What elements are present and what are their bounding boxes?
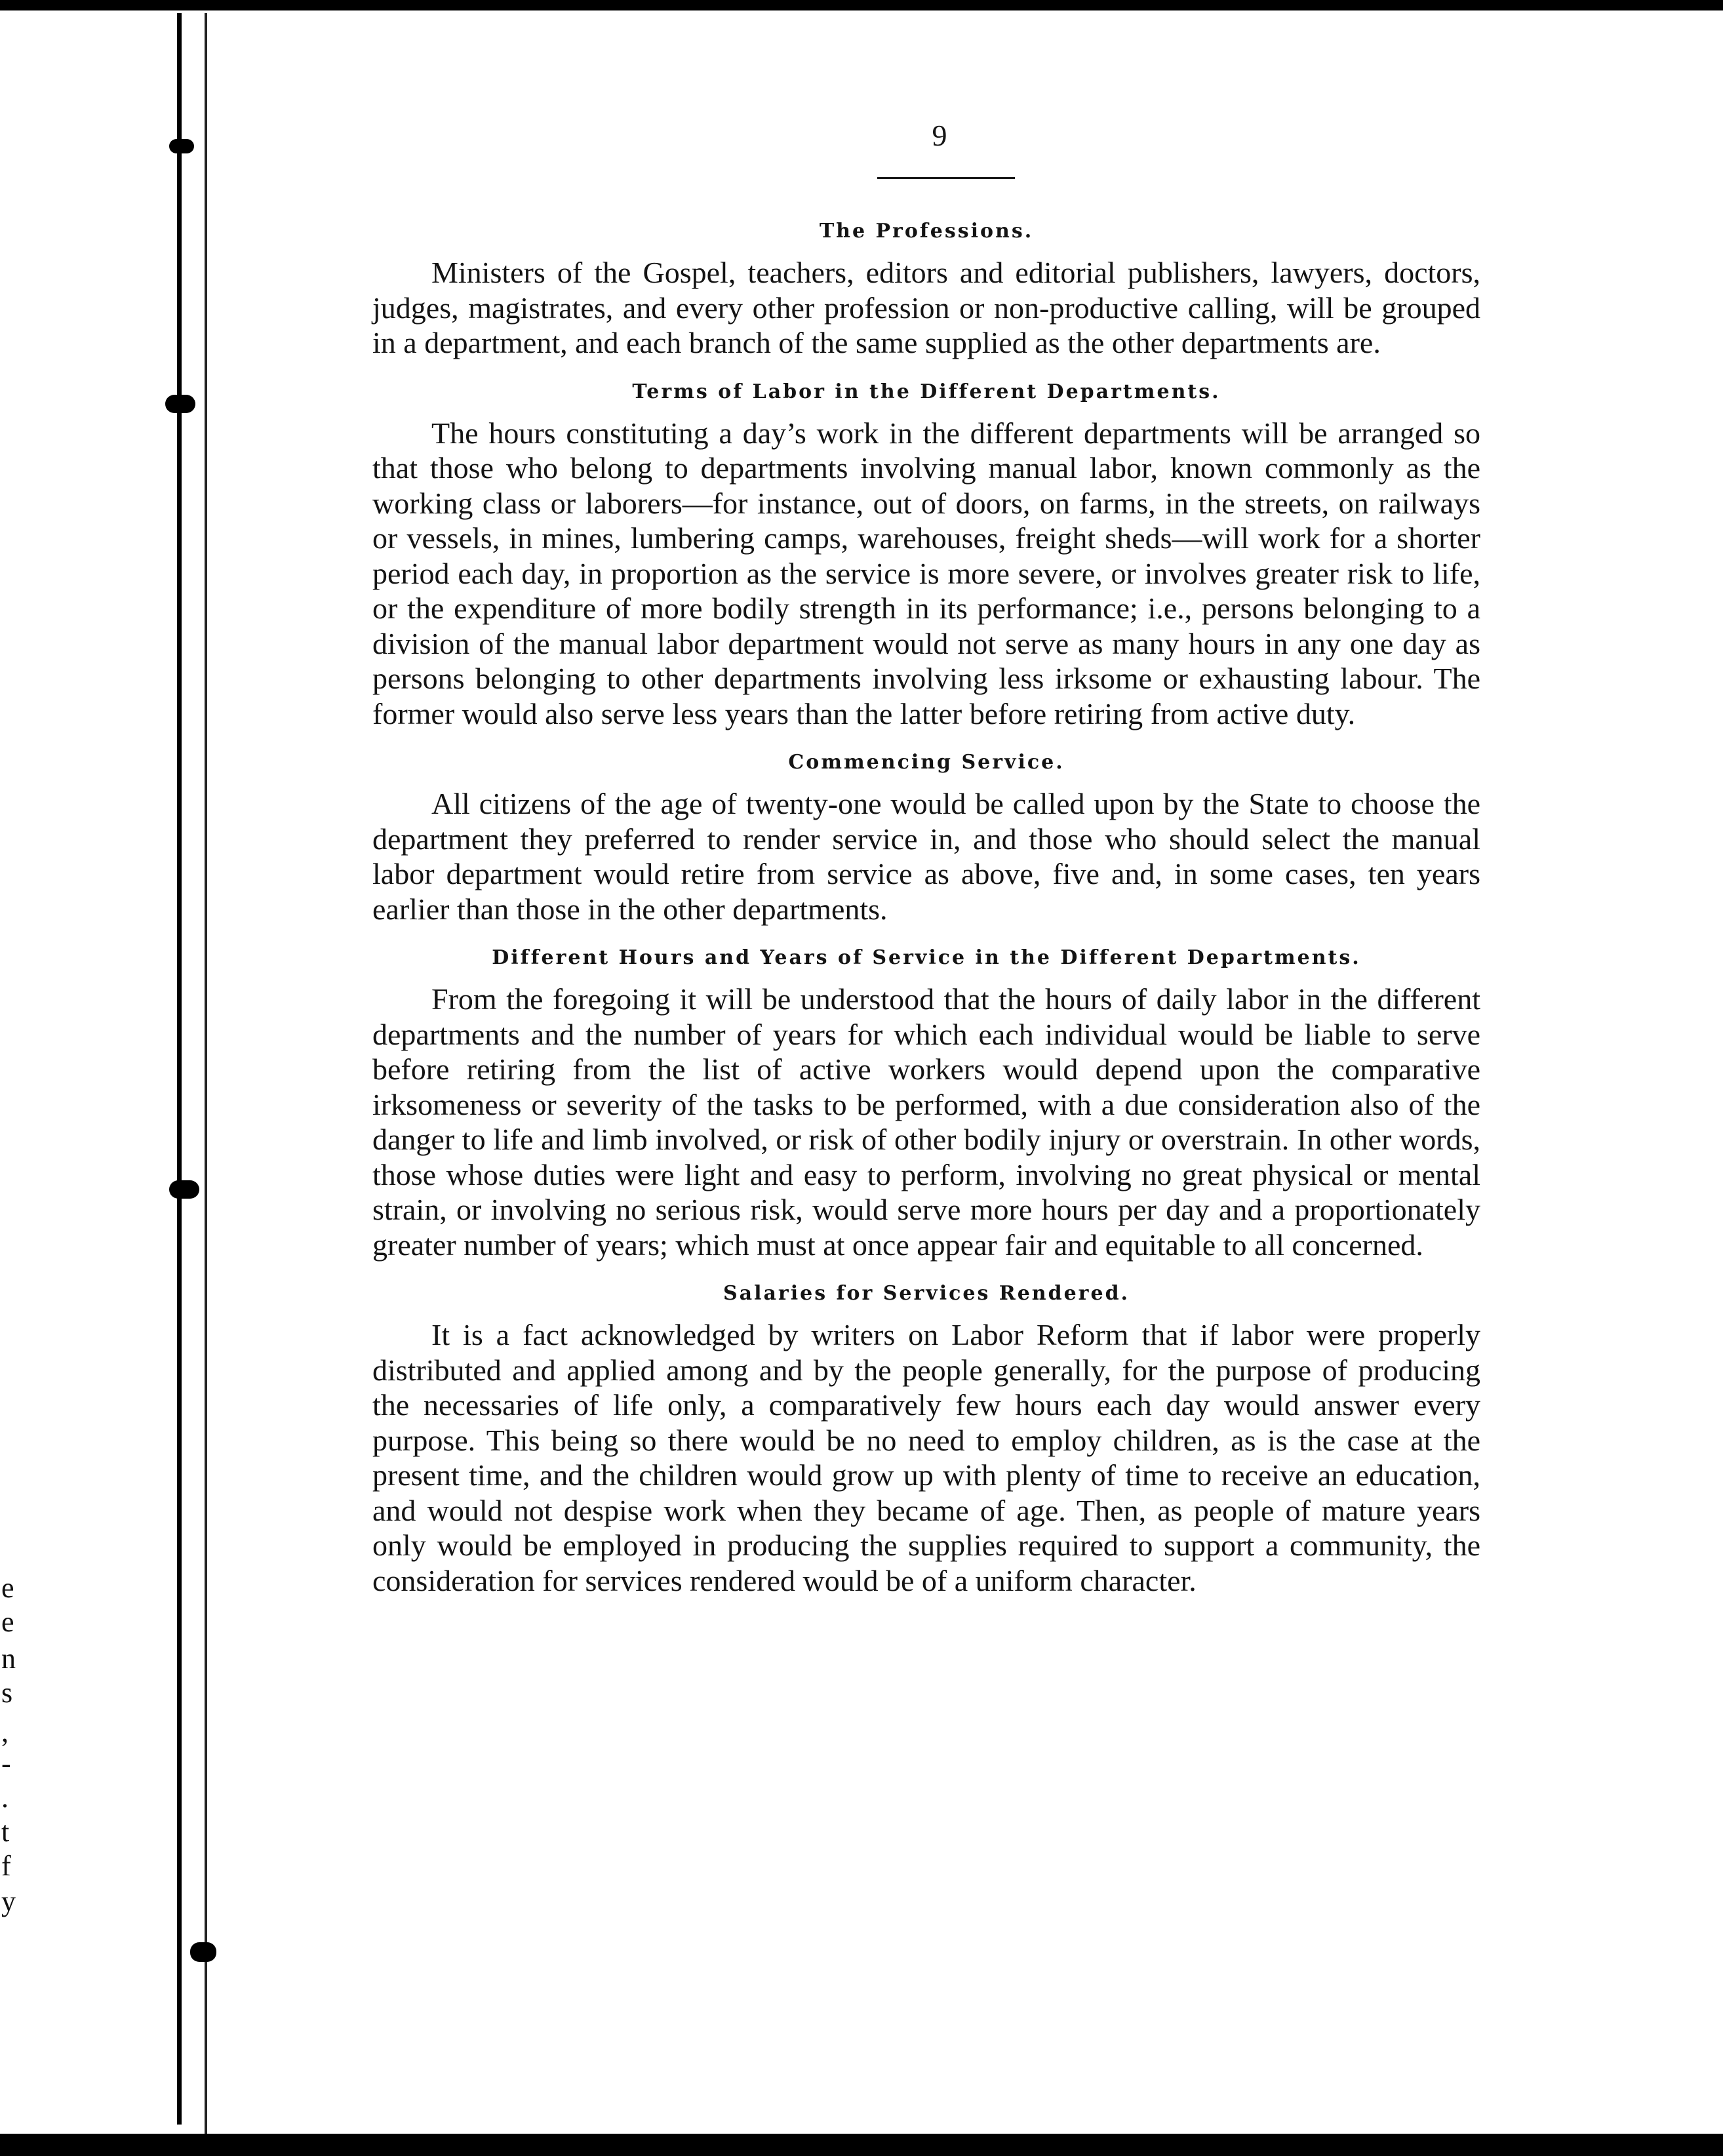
facing-page-fragments bbox=[0, 0, 26, 2156]
section-paragraph: Ministers of the Gospel, teachers, editors and editorial publishers, lawyers, doctors, judges, magistrates, and every other profession or non-productive calling, will be grouped in a department, and each branch of the same supplied as the other departments are. bbox=[372, 256, 1480, 359]
binding-stitch bbox=[169, 1180, 199, 1199]
edge-fragment: f bbox=[1, 1850, 11, 1882]
edge-fragment: y bbox=[1, 1885, 16, 1917]
header-rule bbox=[877, 177, 1015, 179]
edge-fragment: , bbox=[1, 1716, 9, 1748]
section-heading: Terms of Labor in the Different Departments. bbox=[632, 380, 1221, 403]
edge-fragment: s bbox=[1, 1677, 13, 1709]
binding-stitch bbox=[169, 139, 194, 153]
edge-fragment: e bbox=[1, 1606, 14, 1638]
section-heading: Commencing Service. bbox=[788, 751, 1065, 774]
section-heading: The Professions. bbox=[819, 220, 1034, 243]
page-number: 9 bbox=[932, 119, 947, 152]
edge-fragment: t bbox=[1, 1816, 10, 1848]
edge-fragment: . bbox=[1, 1782, 9, 1814]
section-paragraph: From the foregoing it will be understood that the hours of daily labor in the different departments and the number of years for which each individual would be liable to serve before retiring from the list of active workers would depend upon the comparative irksomeness or severity of the tasks to be performed, with a due consideration also of the danger to life and limb involved, or risk of other bodily injury or overstrain. In other words, those whose duties were light and easy to perform, involving no great physical or mental strain, or involving no serious risk, would serve more hours per day and a proportionately greater number of years; which must at once appear fair and equitable to all concerned. bbox=[372, 982, 1480, 1262]
section-paragraph: All citizens of the age of twenty-one would be called upon by the State to choose the department they preferred to render service in, and those who should select the manual labor department would retire from service as above, five and, in some cases, ten years earlier than those in the other departments. bbox=[372, 787, 1480, 926]
binding-stitch bbox=[165, 395, 195, 413]
scan-frame-bottom bbox=[0, 2134, 1723, 2156]
section-heading: Different Hours and Years of Service in the Different Departments. bbox=[492, 946, 1361, 969]
edge-fragment: n bbox=[1, 1643, 16, 1675]
section-heading: Salaries for Services Rendered. bbox=[723, 1282, 1130, 1305]
section-paragraph: The hours constituting a day’s work in the different departments will be arranged so that those who belong to departments involving manual labor, known commonly as the working class or laborers—for instance, out of doors, on farms, in the streets, on railways or vessels, in mines, lumbering camps, warehouses, freight sheds—will work for a shorter period each day, in proportion as the service is more severe, or involves greater risk to life, or the expenditure of more bodily strength in its performance; i.e., persons belonging to a division of the manual labor department would not serve as many hours in any one day as persons belonging to other departments involving less irksome or exhausting labour. The former would also serve less years than the latter before retiring from active duty. bbox=[372, 416, 1480, 730]
scan-frame-top bbox=[0, 0, 1723, 10]
binding-edge-line bbox=[177, 13, 182, 2125]
section-paragraph: It is a fact acknowledged by writers on Labor Reform that if labor were properly distributed and applied among and by the people generally, for the purpose of producing the necessaries of life only, a comparatively few hours each day would answer every purpose. This being so there would be no need to employ children, as is the case at the present time, and the children would grow up with plenty of time to receive an education, and would not despise work when they became of age. Then, as people of mature years only would be employed in producing the supplies required to support a community, the consideration for services rendered would be of a uniform character. bbox=[372, 1318, 1480, 1597]
edge-fragment: - bbox=[1, 1747, 11, 1780]
edge-fragment: e bbox=[1, 1572, 14, 1604]
page-edge-line bbox=[205, 13, 207, 2151]
binding-stitch bbox=[190, 1942, 216, 1962]
document-page bbox=[372, 111, 1480, 1611]
